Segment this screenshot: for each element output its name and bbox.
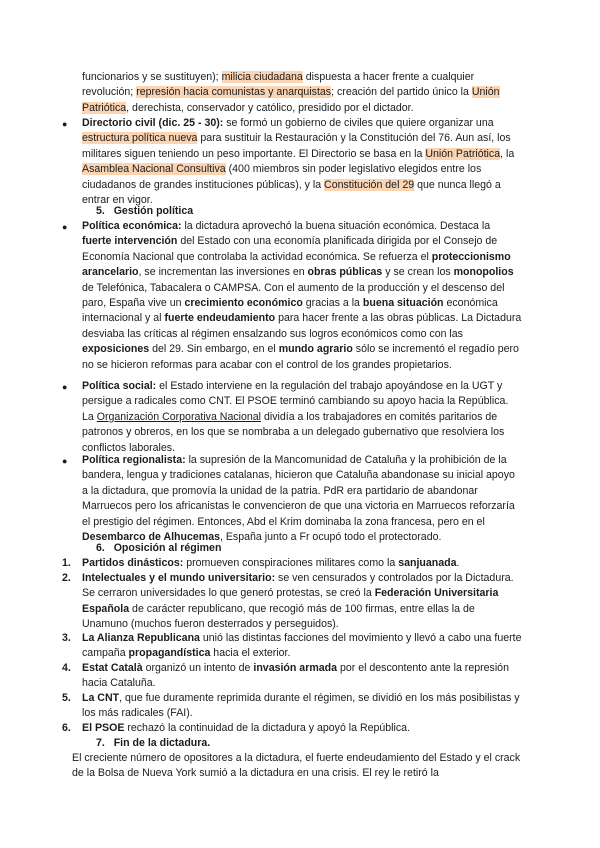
- politica-social-item: Política social: el Estado interviene en la regulación del trabajo apoyándose en la UGT y persigue a radicales como CNT. El PSOE terminó cambiando su apoyo hacia la República. La Organización Corporativa Nacional dividía a los trabajadores en comités paritarios de patronos y obreros, en los que se nombraba a un delegado gubernativo que resolviera los conflictos laborales.: [82, 380, 509, 454]
- list-number: 3.: [62, 632, 71, 644]
- fin-dictadura-paragraph: El creciente número de opositores a la dictadura, el fuerte endeudamiento del Estado y el crack de la Bolsa de Nueva York sumió a la dictadura en una crisis. El rey le retiró la: [72, 752, 521, 780]
- highlight-represion: represión hacia comunistas y anarquistas: [136, 86, 332, 99]
- bullet-icon: ●: [62, 222, 68, 232]
- directorio-civil-item: Directorio civil (dic. 25 - 30): se formó un gobierno de civiles que quiere organizar una estructura política nueva para sustituir la Restauración y la Constitución del 76. Aun así, los militares siguen teniendo un peso importante. El Directorio se basa en la Unión Patriótica, la Asamblea Nacional Consultiva (400 miembros sin poder legislativo elegidos entre los ciudadanos de grandes instituciones públicas), y la Constitución del 29 que nunca llegó a entrar en vigor.: [82, 117, 515, 207]
- bullet-icon: ●: [62, 119, 68, 129]
- oposicion-item: Estat Català organizó un intento de invasión armada por el descontento ante la represión hacia Cataluña.: [82, 662, 509, 690]
- list-number: 5.: [62, 692, 71, 704]
- section-heading-6: 6. Oposición al régimen: [96, 542, 222, 554]
- bullet-icon: ●: [62, 382, 68, 392]
- section-heading-5: 5. Gestión política: [96, 205, 194, 217]
- oposicion-item: Partidos dinásticos: promueven conspiraciones militares como la sanjuanada.: [82, 557, 460, 569]
- politica-economica-item: Política económica: la dictadura aprovechó la buena situación económica. Destaca la fuerte intervención del Estado con una economía planificada dirigida por el Consejo de Economía Nacional que controlaba la actividad económica. Se refuerza el proteccionismo arancelario, se incrementan las inversiones en obras públicas y se crean los monopolios de Telefónica, Tabacalera o CAMPSA. Con el aumento de la producción y el descenso del paro, España vive un crecimiento económico gracias a la buena situación económica internacional y al fuerte endeudamiento para hacer frente a las obras públicas. La Dictadura desviaba las críticas al régimen ensalzando sus logros económicos como con las exposiciones del 29. Sin embargo, en el mundo agrario sólo se incrementó el regadío pero no se hicieron reformas para acabar con el control de los grandes propietarios.: [82, 220, 522, 371]
- section-heading-7: 7. Fin de la dictadura.: [96, 737, 211, 749]
- list-number: 6.: [62, 722, 71, 734]
- list-number: 4.: [62, 662, 71, 674]
- highlight-milicia: milicia ciudadana: [221, 71, 303, 83]
- organizacion-corporativa-link: Organización Corporativa Nacional: [96, 410, 262, 423]
- list-number: 2.: [62, 572, 71, 584]
- oposicion-item: La CNT, que fue duramente reprimida durante el régimen, se dividió en los más posibilistas y los más radicales (FAI).: [82, 692, 520, 720]
- oposicion-item: El PSOE rechazó la continuidad de la dictadura y apoyó la República.: [82, 722, 411, 734]
- oposicion-item: La Alianza Republicana unió las distintas facciones del movimiento y llevó a cabo una fuerte campaña propagandística hacia el exterior.: [82, 632, 522, 660]
- list-number: 1.: [62, 557, 71, 569]
- highlight-union-patriotica: Unión Patriótica: [82, 86, 500, 114]
- bullet-icon: ●: [62, 456, 68, 466]
- politica-regionalista-item: Política regionalista: la supresión de la Mancomunidad de Cataluña y la prohibición de la bandera, lengua y tradiciones catalanas, hicieron que Cataluña abandonase su inicial apoyo a la dictadura, que promovía la unidad de la patria. PdR era partidario de abandonar Marruecos pero los africanistas le convencieron de que una victoria en Marruecos reforzaría el prestigio del régimen. Entonces, Abd el Krim dominaba la zona francesa, pero en el Desembarco de Alhucemas, España junto a Fr ocupó todo el protectorado.: [82, 454, 515, 544]
- oposicion-item: Intelectuales y el mundo universitario: se ven censurados y controlados por la Dictadura. Se cerraron universidades lo que generó protestas, se creó la Federación Universitaria Española de carácter republicano, que recogió más de 100 firmas, entre ellas la de Unamuno (muchos fueron desterrados y perseguidos).: [82, 572, 514, 631]
- intro-paragraph: funcionarios y se sustituyen); milicia ciudadana dispuesta a hacer frente a cualquier revolución; represión hacia comunistas y anarquistas; creación del partido único la Unión Patriótica, derechista, conservador y católico, presidido por el dictador.: [82, 71, 500, 114]
